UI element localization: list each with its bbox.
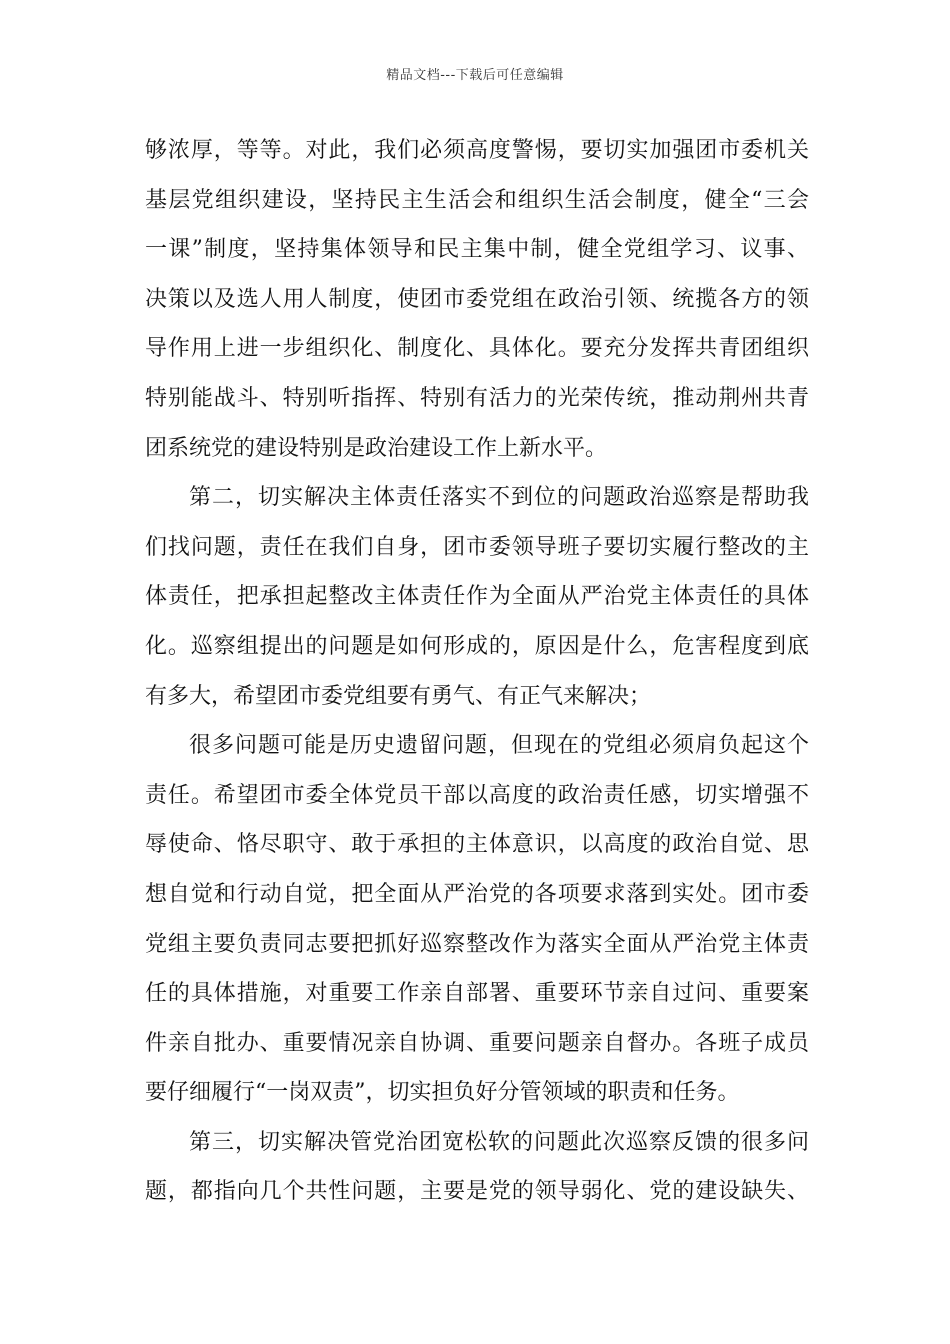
text-line: 团系统党的建设特别是政治建设工作上新水平。 — [145, 435, 608, 461]
text-line: 任的具体措施，对重要工作亲自部署、重要环节亲自过问、重要案 — [145, 981, 809, 1007]
text-line: 责任。希望团市委全体党员干部以高度的政治责任感，切实增强不 — [145, 782, 809, 808]
text-line: 第二，切实解决主体责任落实不到位的问题政治巡察是帮助我 — [189, 485, 809, 511]
text-line: 件亲自批办、重要情况亲自协调、重要问题亲自督办。各班子成员 — [145, 1030, 809, 1056]
text-line: 第三，切实解决管党治团宽松软的问题此次巡察反馈的很多问 — [189, 1129, 809, 1155]
text-line: 体责任，把承担起整改主体责任作为全面从严治党主体责任的具体 — [145, 584, 809, 610]
text-line: 化。巡察组提出的问题是如何形成的，原因是什么，危害程度到底 — [145, 633, 809, 659]
text-line: 党组主要负责同志要把抓好巡察整改作为落实全面从严治党主体责 — [145, 931, 809, 957]
document-body — [145, 126, 809, 1217]
text-line: 题，都指向几个共性问题，主要是党的领导弱化、党的建设缺失、 — [145, 1179, 809, 1205]
text-line: 一课”制度，坚持集体领导和民主集中制，健全党组学习、议事、 — [145, 237, 809, 263]
text-line: 很多问题可能是历史遗留问题，但现在的党组必须肩负起这个 — [189, 733, 809, 759]
text-line: 有多大，希望团市委党组要有勇气、有正气来解决； — [145, 683, 652, 709]
text-line: 要仔细履行“一岗双责”，切实担负好分管领域的职责和任务。 — [145, 1080, 740, 1106]
text-line: 基层党组织建设，坚持民主生活会和组织生活会制度，健全“三会 — [145, 187, 809, 213]
text-line: 特别能战斗、特别听指挥、特别有活力的光荣传统，推动荆州共青 — [145, 385, 809, 411]
text-line: 辱使命、恪尽职守、敢于承担的主体意识，以高度的政治自觉、思 — [145, 832, 809, 858]
text-line: 够浓厚，等等。对此，我们必须高度警惕，要切实加强团市委机关 — [145, 138, 809, 163]
text-line: 决策以及选人用人制度，使团市委党组在政治引领、统揽各方的领 — [145, 286, 809, 312]
text-line: 导作用上进一步组织化、制度化、具体化。要充分发挥共青团组织 — [145, 336, 809, 362]
text-line: 们找问题，责任在我们自身，团市委领导班子要切实履行整改的主 — [145, 534, 809, 560]
page-header: 精品文档---下载后可任意编辑 — [386, 68, 564, 83]
text-line: 想自觉和行动自觉，把全面从严治党的各项要求落到实处。团市委 — [145, 881, 809, 907]
